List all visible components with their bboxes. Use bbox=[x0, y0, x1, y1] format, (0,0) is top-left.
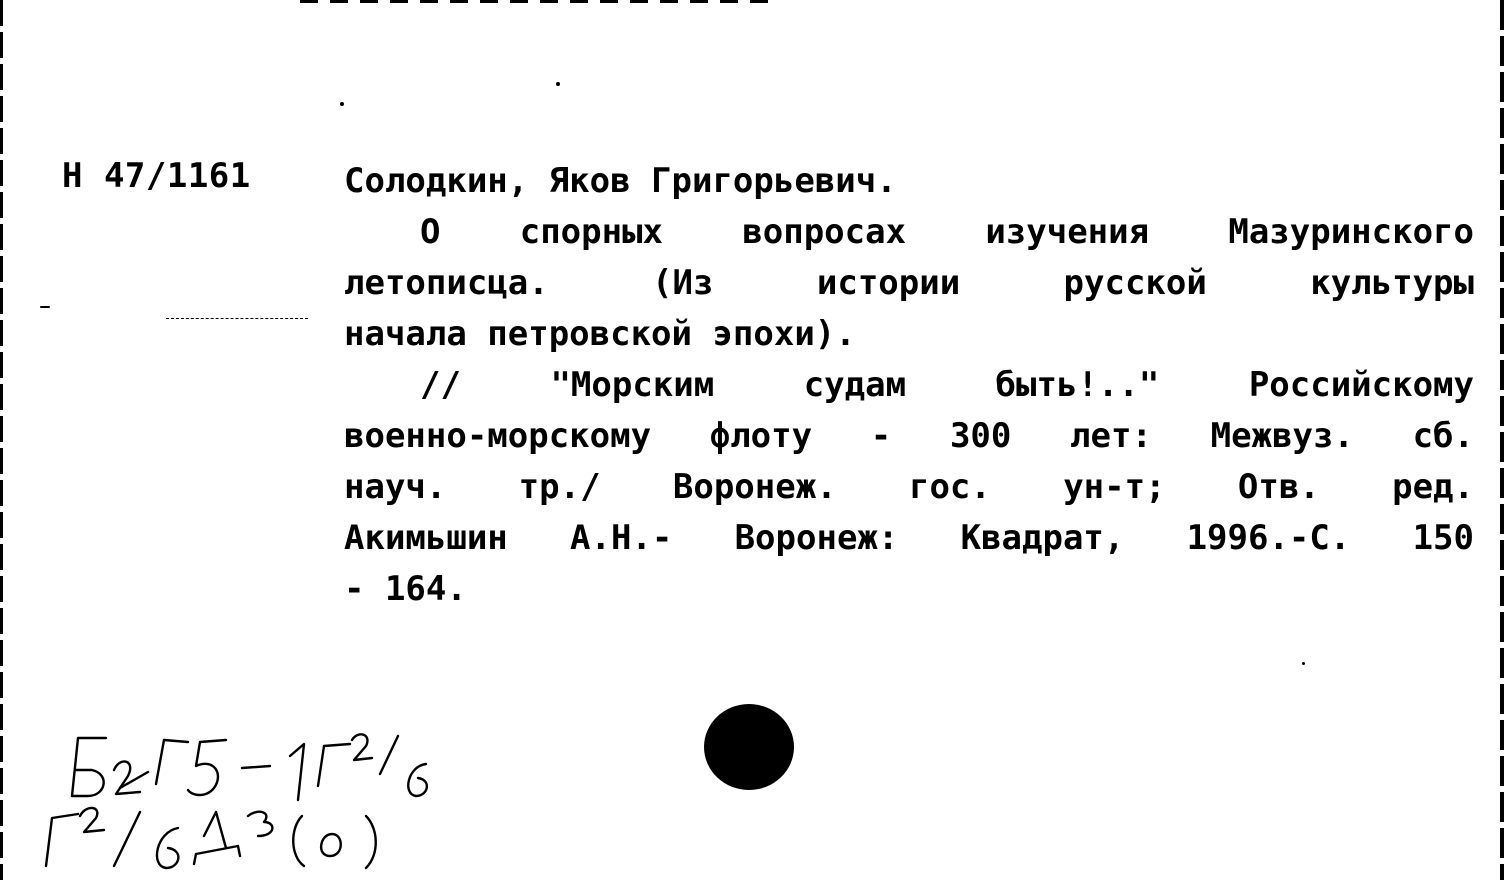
entry-line: - 164. bbox=[344, 569, 467, 609]
card-left-edge bbox=[0, 0, 3, 880]
ink-speck bbox=[1302, 662, 1305, 665]
shelfmark: Н 47/1161 bbox=[62, 156, 251, 196]
entry-line: летописца. (Из истории русской культуры bbox=[344, 263, 1474, 303]
entry-line: О спорных вопросах изучения Мазуринского bbox=[420, 212, 1474, 252]
bibliographic-entry bbox=[344, 156, 1474, 615]
ink-speck bbox=[340, 102, 344, 106]
ink-speck bbox=[556, 82, 560, 86]
punch-hole bbox=[704, 704, 794, 790]
card-right-edge bbox=[1500, 0, 1504, 880]
separator-rule bbox=[166, 318, 308, 319]
entry-line: // "Морским судам быть!.." Российскому bbox=[420, 365, 1474, 405]
handwritten-notes bbox=[28, 716, 488, 880]
card-top-edge bbox=[300, 0, 770, 3]
entry-line: науч. тр./ Воронеж. гос. ун-т; Отв. ред. bbox=[344, 467, 1474, 507]
author-heading: Солодкин, Яков Григорьевич. bbox=[344, 161, 897, 201]
entry-line: военно-морскому флоту - 300 лет: Межвуз. сб. bbox=[344, 416, 1474, 456]
entry-line: начала петровской эпохи). bbox=[344, 314, 856, 354]
ink-speck bbox=[40, 306, 50, 308]
entry-line: Акимьшин А.Н.- Воронеж: Квадрат, 1996.-С. 150 bbox=[344, 518, 1474, 558]
